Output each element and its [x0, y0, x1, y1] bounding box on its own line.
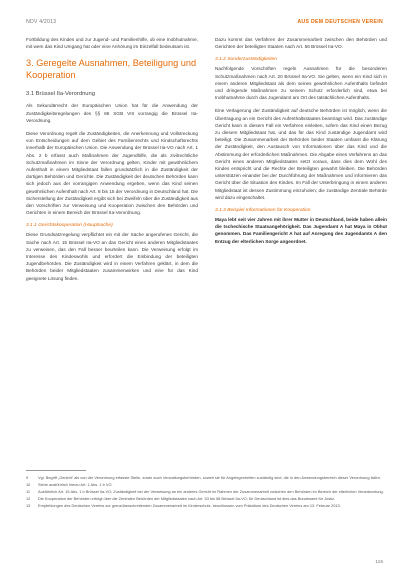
intro-paragraph: Fortbildung des Kindes und zur Jugend- und Familienhilfe, ob eine Inobhutnahme, mit wem das Kind Umgang hat oder eine Anhörung im Einzelfall bedeutsam ist.: [26, 37, 198, 50]
paragraph: Diese Verordnung regelt die Zuständigkeiten, die Anerkennung und Vollstreckung von Entscheidungen auf dem Gebiet des Familienrechts und Kindschaftsrechts innerhalb der Europäischen Union. Die Anwendung der Brüssel IIa-VO nach Art. 1 Abs. 2 b erfasst auch Maßnahmen der Jugendhilfe, die als zivilrechtliche Schutzmaßnahmen im Sinne der Verordnung gelten. Kinder mit gewöhnlichem Aufenthalt in einem Mitgliedstaat fallen grundsätzlich in die Zuständigkeit der dortigen Behörden und Gerichte. Die Zuständigkeit der deutschen Behörden kann sich jedoch aus der vorrangigen Anwendung ergeben, wenn das Kind seinen gewöhnlichen Aufenthalt nach Art. 8 bis 15 der Verordnung in Deutschland hat. Die Sicherstellung der Zuständigkeit ergibt sich bei Zweifeln über die Zuständigkeit aus den Vorschriften zur Verweisung und Kooperation zwischen den Behörden und Gerichten in einem Bereich der Brüssel IIa-Verordnung.: [26, 131, 198, 216]
paragraph: Dazu kommt das Verfahren der Zusammenarbeit zwischen den Behörden und Gerichten der beteiligten Staaten nach Art. 56 Brüssel IIa-VO.: [215, 37, 387, 50]
footnote-number: 13: [26, 502, 31, 508]
footnote: [26, 489, 386, 495]
footnote-number: 9: [26, 474, 29, 480]
footnote: [26, 482, 386, 488]
paragraph: Als Sekundärrecht der Europäischen Union hat für die Anwendung der Zuständigkeitsregelungen des §§ 86 SGB VIII vorrangig die Brüssel IIa-Verordnung.: [26, 103, 198, 123]
footnote-number: 12: [26, 495, 31, 501]
footnote: [26, 475, 386, 481]
footnote-text: Empfehlungen des Deutschen Vereins zur grenzüberschreitenden Zusammenarbeit im Kinderschutz, beschlossen vom Präsidium des Deutschen Vereins am 13. Februar 2013.: [38, 502, 341, 508]
example-paragraph: Maya lebt seit vier Jahren mit ihrer Mutter in Deutschland, beide haben allein die tschechische Staatsangehörigkeit. Das Jugendamt A hat Maya in Obhut genommen. Das Familiengericht A hat auf Anregung des Jugendamts A den Entzug der elterlichen Sorge angeordnet.: [215, 217, 387, 244]
footnote: [26, 503, 386, 509]
paragraph: Diese Grundsatzregelung verpflichtet ein mit der Sache angerufenes Gericht, die Sache nach Art. 15 Brüssel IIa-VO an das Gericht eines anderen Mitgliedstaates zu verweisen, das den Fall besser beurteilen kann. Die Verweisung erfolgt im Interesse des Kindeswohls und erfordert die Einbindung der beteiligten Jugendbehörden. Die Zuständigkeit wird in einem Verfahren geklärt, in dem die Behörden beider Mitgliedstaaten zusammenwirken und eine für das Kind geeignete Lösung finden.: [26, 232, 198, 281]
right-column: [215, 36, 387, 251]
section-heading: 3. Geregelte Ausnahmen, Beteiligung und Kooperation: [26, 58, 197, 80]
subsection-heading: 3.1 Brüssel IIa-Verordnung: [26, 91, 95, 98]
footnote-text: Vgl. Begriff „Gericht“ als von der Verordnung erfasste Stelle, sowie auch Verwaltungsbehörden, soweit sie für Angelegenheiten zuständig sind, die in den Anwendungsbereich dieser Verordnung fallen.: [38, 474, 381, 480]
subsubsection-heading: 3.1.2 Sonderzuständigkeiten: [215, 57, 277, 63]
footnotes: [26, 470, 386, 510]
footnote-number: 10: [26, 481, 31, 487]
footnote-text: Siehe ausführlich hierzu Art. 1 Abs. 1 b VO.: [38, 481, 113, 487]
paragraph: Eine Verlagerung der Zuständigkeit auf deutsche Behörden ist möglich, wenn die Übertragung an ein Gericht des Aufenthaltsstaates beantragt wird. Das zuständige Gericht kann in diesem Fall ein Verfahren einleiten, sofern das Kind einen Bezug zu diesem Mitgliedstaat hat, und das für das Kind zuständige Jugendamt wird beteiligt. Die Zusammenarbeit der Behörden beider Staaten umfasst die Klärung der Zuständigkeit, den Austausch von Informationen über das Kind und die Abstimmung der erforderlichen Maßnahmen. Die Abgabe eines Verfahrens an das Gericht eines anderen Mitgliedstaates setzt voraus, dass dies dem Wohl des Kindes entspricht und die Rechte der Beteiligten gewahrt bleiben. Die Behörden unterstützen einander bei der Durchführung der Maßnahmen und informieren das Gericht über die Situation des Kindes. Im Fall der Unterbringung in einem anderen Mitgliedstaat ist dessen Zustimmung einzuholen; die zuständige Zentrale Behörde wird dazu eingeschaltet.: [215, 108, 387, 200]
footnote-text: Ausführlich Art. 15 Abs. 1 b Brüssel IIa-VO; Zuständigkeit bei der Verweisung an ein anderes Gericht im Rahmen der Zusammenarbeit zwischen den Behörden im Bereich der elterlichen Verantwortung.: [38, 488, 384, 494]
subsubsection-heading: 3.1.1 Gerichtskooperation (Hauptsache): [26, 223, 113, 229]
running-header-issue: NDV 4/2013: [26, 19, 57, 25]
footnote-text: Die Kooperation der Behörden erfolgt über die Zentralen Behörden der Mitgliedstaaten nach Art. 53 bis 58 Brüssel IIa-VO; für Deutschland ist dies das Bundesamt für Justiz.: [38, 495, 336, 501]
subsubsection-heading: 3.1.3 Beispiel Informationen für Kooperation: [215, 208, 311, 214]
page-number: 115: [375, 560, 383, 565]
left-column: [26, 36, 198, 288]
paragraph: Nachfolgende Vorschriften regeln Ausnahmen für die besonderen Schutzmaßnahmen nach Art. 20 Brüssel IIa-VO. Sie gelten, wenn ein Kind sich in einem anderen Mitgliedstaat als dem seines gewöhnlichen Aufenthalts befindet und dringende Maßnahmen zu seinem Schutz erforderlich sind, etwa bei Inobhutnahme durch das Jugendamt am Ort des tatsächlichen Aufenthalts.: [215, 66, 387, 101]
footnote-rule: [26, 470, 86, 471]
footnote-number: 11: [26, 488, 31, 494]
footnote: [26, 496, 386, 502]
running-header-section: AUS DEM DEUTSCHEN VEREIN: [297, 19, 383, 25]
